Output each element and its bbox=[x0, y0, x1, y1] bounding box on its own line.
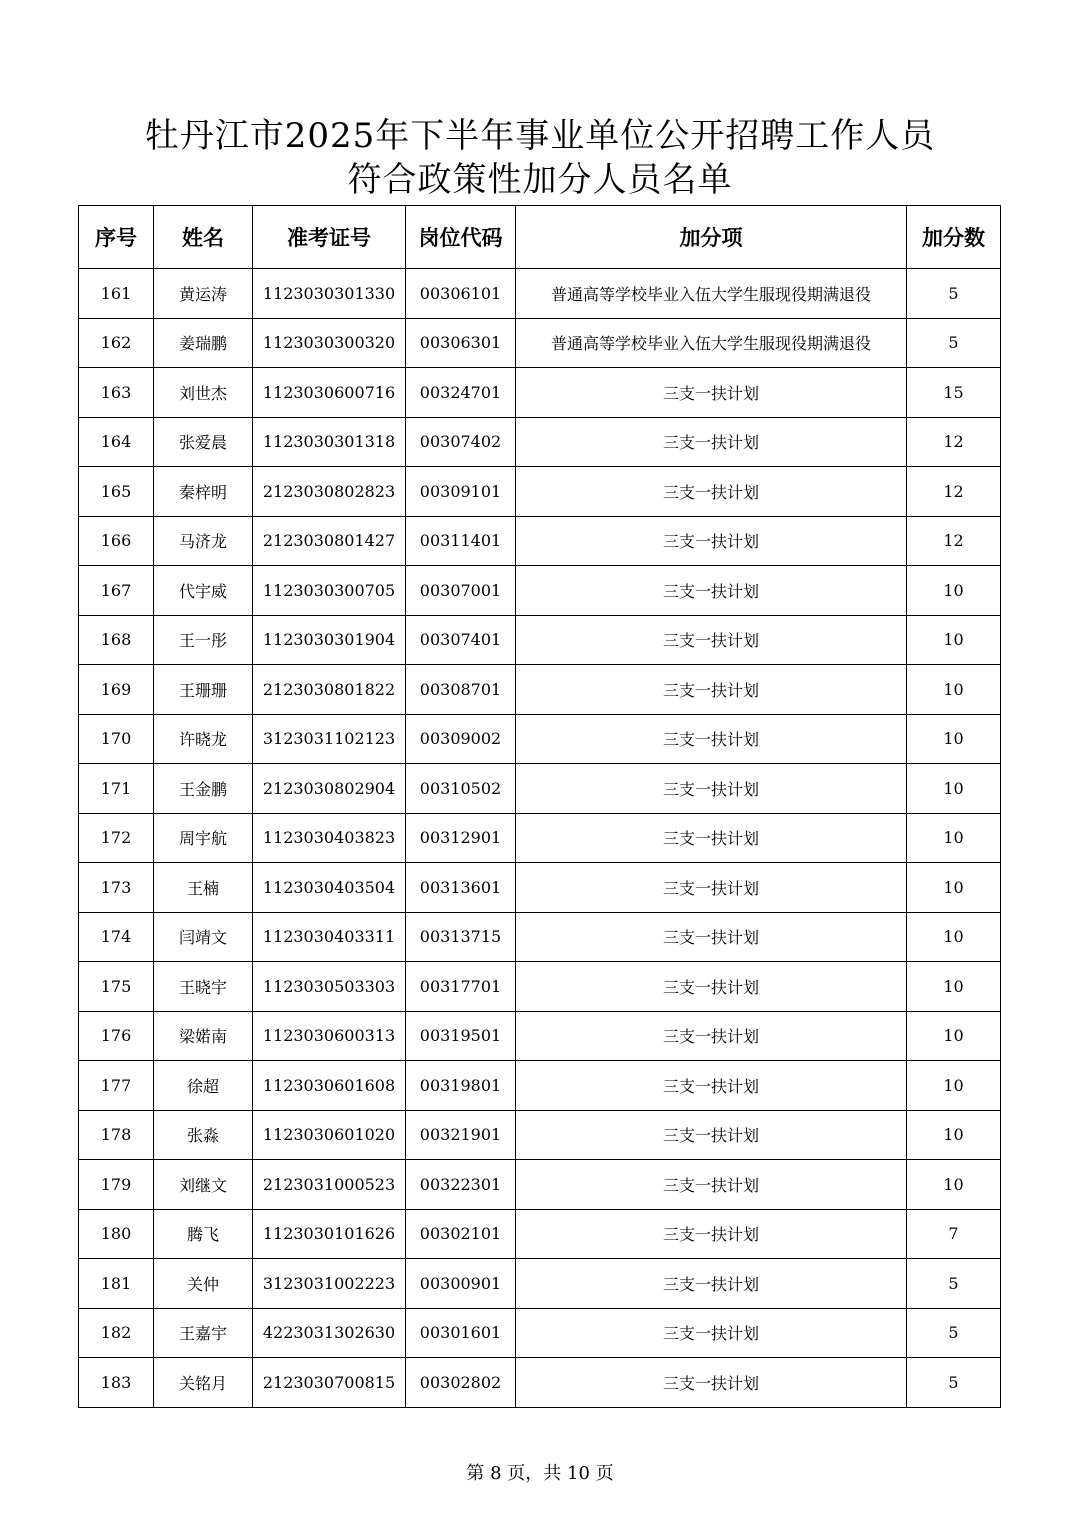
cell-bonus-item: 三支一扶计划 bbox=[516, 714, 907, 764]
cell-position-code: 00324701 bbox=[406, 368, 516, 418]
cell-bonus-points: 10 bbox=[907, 665, 1001, 715]
cell-admission-ticket-number: 2123030700815 bbox=[253, 1358, 406, 1408]
table-body bbox=[79, 269, 1001, 1408]
cell-position-code: 00309101 bbox=[406, 467, 516, 517]
cell-admission-ticket-number: 1123030601020 bbox=[253, 1110, 406, 1160]
cell-bonus-points: 5 bbox=[907, 1358, 1001, 1408]
cell-admission-ticket-number: 2123030802904 bbox=[253, 764, 406, 814]
header-bonus-item: 加分项 bbox=[516, 206, 907, 269]
table-row bbox=[79, 764, 1001, 814]
cell-serial-number: 179 bbox=[79, 1160, 154, 1210]
cell-name: 腾飞 bbox=[154, 1209, 253, 1259]
cell-bonus-points: 5 bbox=[907, 269, 1001, 319]
table-header-row bbox=[79, 206, 1001, 269]
header-serial-number: 序号 bbox=[79, 206, 154, 269]
cell-position-code: 00313601 bbox=[406, 863, 516, 913]
table-row bbox=[79, 962, 1001, 1012]
cell-bonus-points: 12 bbox=[907, 467, 1001, 517]
cell-serial-number: 174 bbox=[79, 912, 154, 962]
cell-admission-ticket-number: 1123030601608 bbox=[253, 1061, 406, 1111]
header-position-code: 岗位代码 bbox=[406, 206, 516, 269]
cell-serial-number: 165 bbox=[79, 467, 154, 517]
cell-serial-number: 176 bbox=[79, 1011, 154, 1061]
cell-serial-number: 163 bbox=[79, 368, 154, 418]
cell-admission-ticket-number: 1123030301904 bbox=[253, 615, 406, 665]
table-row bbox=[79, 1358, 1001, 1408]
cell-admission-ticket-number: 2123030801427 bbox=[253, 516, 406, 566]
cell-bonus-item: 三支一扶计划 bbox=[516, 368, 907, 418]
table-row bbox=[79, 863, 1001, 913]
cell-bonus-points: 10 bbox=[907, 615, 1001, 665]
table-row bbox=[79, 269, 1001, 319]
cell-bonus-points: 10 bbox=[907, 1011, 1001, 1061]
cell-bonus-points: 5 bbox=[907, 1259, 1001, 1309]
cell-admission-ticket-number: 1123030300320 bbox=[253, 318, 406, 368]
cell-serial-number: 169 bbox=[79, 665, 154, 715]
cell-bonus-item: 三支一扶计划 bbox=[516, 417, 907, 467]
table-row bbox=[79, 516, 1001, 566]
cell-position-code: 00302802 bbox=[406, 1358, 516, 1408]
cell-admission-ticket-number: 4223031302630 bbox=[253, 1308, 406, 1358]
cell-position-code: 00307401 bbox=[406, 615, 516, 665]
table-row bbox=[79, 467, 1001, 517]
cell-position-code: 00307001 bbox=[406, 566, 516, 616]
cell-serial-number: 167 bbox=[79, 566, 154, 616]
table-row bbox=[79, 1011, 1001, 1061]
cell-bonus-item: 三支一扶计划 bbox=[516, 566, 907, 616]
cell-position-code: 00322301 bbox=[406, 1160, 516, 1210]
cell-admission-ticket-number: 2123031000523 bbox=[253, 1160, 406, 1210]
cell-bonus-item: 三支一扶计划 bbox=[516, 1308, 907, 1358]
cell-admission-ticket-number: 1123030301330 bbox=[253, 269, 406, 319]
cell-name: 梁婼南 bbox=[154, 1011, 253, 1061]
cell-admission-ticket-number: 3123031102123 bbox=[253, 714, 406, 764]
cell-serial-number: 162 bbox=[79, 318, 154, 368]
cell-name: 王珊珊 bbox=[154, 665, 253, 715]
cell-name: 周宇航 bbox=[154, 813, 253, 863]
cell-admission-ticket-number: 1123030600716 bbox=[253, 368, 406, 418]
cell-admission-ticket-number: 2123030801822 bbox=[253, 665, 406, 715]
cell-admission-ticket-number: 1123030301318 bbox=[253, 417, 406, 467]
cell-bonus-item: 普通高等学校毕业入伍大学生服现役期满退役 bbox=[516, 269, 907, 319]
cell-bonus-points: 10 bbox=[907, 714, 1001, 764]
cell-bonus-points: 10 bbox=[907, 764, 1001, 814]
document-title-line-1: 牡丹江市2025年下半年事业单位公开招聘工作人员 bbox=[144, 116, 936, 156]
cell-position-code: 00311401 bbox=[406, 516, 516, 566]
cell-admission-ticket-number: 1123030403823 bbox=[253, 813, 406, 863]
table-row bbox=[79, 615, 1001, 665]
cell-bonus-item: 三支一扶计划 bbox=[516, 863, 907, 913]
cell-name: 关仲 bbox=[154, 1259, 253, 1309]
bonus-points-table bbox=[78, 205, 1001, 1408]
cell-bonus-item: 三支一扶计划 bbox=[516, 516, 907, 566]
table-row bbox=[79, 912, 1001, 962]
cell-admission-ticket-number: 1123030403504 bbox=[253, 863, 406, 913]
cell-serial-number: 168 bbox=[79, 615, 154, 665]
cell-bonus-item: 三支一扶计划 bbox=[516, 1209, 907, 1259]
cell-name: 张爱晨 bbox=[154, 417, 253, 467]
cell-serial-number: 177 bbox=[79, 1061, 154, 1111]
cell-serial-number: 182 bbox=[79, 1308, 154, 1358]
cell-position-code: 00313715 bbox=[406, 912, 516, 962]
cell-position-code: 00306101 bbox=[406, 269, 516, 319]
cell-name: 代宇威 bbox=[154, 566, 253, 616]
cell-bonus-item: 三支一扶计划 bbox=[516, 1110, 907, 1160]
cell-bonus-item: 三支一扶计划 bbox=[516, 1259, 907, 1309]
cell-name: 关铭月 bbox=[154, 1358, 253, 1408]
cell-bonus-points: 10 bbox=[907, 1061, 1001, 1111]
cell-serial-number: 178 bbox=[79, 1110, 154, 1160]
cell-admission-ticket-number: 1123030403311 bbox=[253, 912, 406, 962]
table-row bbox=[79, 1259, 1001, 1309]
cell-bonus-item: 三支一扶计划 bbox=[516, 962, 907, 1012]
cell-bonus-item: 三支一扶计划 bbox=[516, 615, 907, 665]
cell-name: 王楠 bbox=[154, 863, 253, 913]
cell-name: 黄运涛 bbox=[154, 269, 253, 319]
cell-name: 秦梓明 bbox=[154, 467, 253, 517]
table-row bbox=[79, 813, 1001, 863]
cell-serial-number: 166 bbox=[79, 516, 154, 566]
cell-position-code: 00321901 bbox=[406, 1110, 516, 1160]
cell-bonus-points: 10 bbox=[907, 566, 1001, 616]
cell-serial-number: 173 bbox=[79, 863, 154, 913]
cell-bonus-item: 三支一扶计划 bbox=[516, 764, 907, 814]
cell-serial-number: 172 bbox=[79, 813, 154, 863]
cell-name: 王晓宇 bbox=[154, 962, 253, 1012]
cell-bonus-item: 三支一扶计划 bbox=[516, 1160, 907, 1210]
cell-name: 王一彤 bbox=[154, 615, 253, 665]
cell-bonus-points: 10 bbox=[907, 1160, 1001, 1210]
cell-position-code: 00308701 bbox=[406, 665, 516, 715]
cell-name: 姜瑞鹏 bbox=[154, 318, 253, 368]
cell-serial-number: 170 bbox=[79, 714, 154, 764]
cell-bonus-item: 三支一扶计划 bbox=[516, 813, 907, 863]
cell-name: 徐超 bbox=[154, 1061, 253, 1111]
cell-position-code: 00309002 bbox=[406, 714, 516, 764]
cell-admission-ticket-number: 1123030101626 bbox=[253, 1209, 406, 1259]
table-row bbox=[79, 318, 1001, 368]
cell-bonus-points: 12 bbox=[907, 417, 1001, 467]
cell-position-code: 00319501 bbox=[406, 1011, 516, 1061]
table-row bbox=[79, 368, 1001, 418]
cell-bonus-item: 普通高等学校毕业入伍大学生服现役期满退役 bbox=[516, 318, 907, 368]
cell-bonus-points: 5 bbox=[907, 1308, 1001, 1358]
cell-name: 许晓龙 bbox=[154, 714, 253, 764]
document-title-line-2: 符合政策性加分人员名单 bbox=[347, 160, 733, 200]
cell-serial-number: 175 bbox=[79, 962, 154, 1012]
table-row bbox=[79, 1110, 1001, 1160]
cell-bonus-points: 5 bbox=[907, 318, 1001, 368]
cell-bonus-points: 10 bbox=[907, 813, 1001, 863]
cell-admission-ticket-number: 3123031002223 bbox=[253, 1259, 406, 1309]
cell-admission-ticket-number: 2123030802823 bbox=[253, 467, 406, 517]
table-row bbox=[79, 1061, 1001, 1111]
table-row bbox=[79, 1308, 1001, 1358]
cell-bonus-points: 15 bbox=[907, 368, 1001, 418]
cell-admission-ticket-number: 1123030300705 bbox=[253, 566, 406, 616]
cell-bonus-points: 12 bbox=[907, 516, 1001, 566]
cell-bonus-item: 三支一扶计划 bbox=[516, 912, 907, 962]
table-row bbox=[79, 714, 1001, 764]
cell-serial-number: 164 bbox=[79, 417, 154, 467]
cell-position-code: 00306301 bbox=[406, 318, 516, 368]
cell-name: 刘世杰 bbox=[154, 368, 253, 418]
cell-position-code: 00312901 bbox=[406, 813, 516, 863]
cell-serial-number: 181 bbox=[79, 1259, 154, 1309]
cell-admission-ticket-number: 1123030600313 bbox=[253, 1011, 406, 1061]
cell-position-code: 00302101 bbox=[406, 1209, 516, 1259]
cell-bonus-points: 7 bbox=[907, 1209, 1001, 1259]
cell-position-code: 00310502 bbox=[406, 764, 516, 814]
cell-bonus-item: 三支一扶计划 bbox=[516, 1358, 907, 1408]
cell-name: 闫靖文 bbox=[154, 912, 253, 962]
cell-serial-number: 161 bbox=[79, 269, 154, 319]
cell-position-code: 00319801 bbox=[406, 1061, 516, 1111]
cell-serial-number: 183 bbox=[79, 1358, 154, 1408]
cell-admission-ticket-number: 1123030503303 bbox=[253, 962, 406, 1012]
header-name: 姓名 bbox=[154, 206, 253, 269]
table-row bbox=[79, 566, 1001, 616]
cell-position-code: 00317701 bbox=[406, 962, 516, 1012]
table-row bbox=[79, 1160, 1001, 1210]
header-admission-ticket-number: 准考证号 bbox=[253, 206, 406, 269]
header-bonus-points: 加分数 bbox=[907, 206, 1001, 269]
cell-bonus-points: 10 bbox=[907, 912, 1001, 962]
cell-name: 王金鹏 bbox=[154, 764, 253, 814]
cell-bonus-points: 10 bbox=[907, 1110, 1001, 1160]
cell-position-code: 00300901 bbox=[406, 1259, 516, 1309]
cell-serial-number: 180 bbox=[79, 1209, 154, 1259]
cell-serial-number: 171 bbox=[79, 764, 154, 814]
cell-name: 马济龙 bbox=[154, 516, 253, 566]
cell-bonus-item: 三支一扶计划 bbox=[516, 665, 907, 715]
cell-name: 刘继文 bbox=[154, 1160, 253, 1210]
table-row bbox=[79, 417, 1001, 467]
cell-bonus-points: 10 bbox=[907, 863, 1001, 913]
table-row bbox=[79, 1209, 1001, 1259]
cell-name: 王嘉宇 bbox=[154, 1308, 253, 1358]
cell-bonus-item: 三支一扶计划 bbox=[516, 1011, 907, 1061]
cell-position-code: 00307402 bbox=[406, 417, 516, 467]
cell-bonus-item: 三支一扶计划 bbox=[516, 1061, 907, 1111]
page-footer: 第 8 页，共 10 页 bbox=[466, 1463, 614, 1484]
cell-bonus-item: 三支一扶计划 bbox=[516, 467, 907, 517]
table-row bbox=[79, 665, 1001, 715]
cell-bonus-points: 10 bbox=[907, 962, 1001, 1012]
cell-name: 张淼 bbox=[154, 1110, 253, 1160]
cell-position-code: 00301601 bbox=[406, 1308, 516, 1358]
